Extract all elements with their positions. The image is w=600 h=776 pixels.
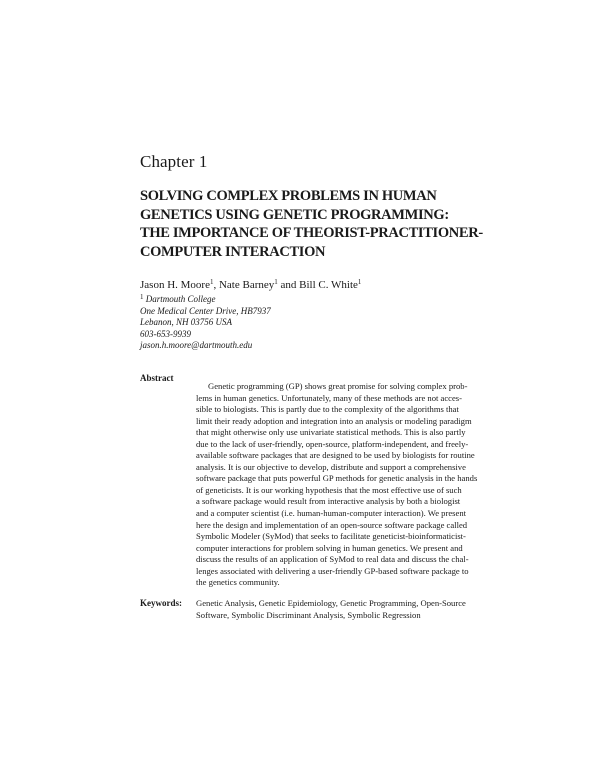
keywords-label: Keywords:: [140, 598, 182, 608]
affiliation-phone: 603-653-9939: [140, 328, 191, 339]
abstract-line: computer interactions for problem solving in human genetics. We present and: [196, 542, 463, 553]
abstract-line: Genetic programming (GP) shows great promise for solving complex prob-: [208, 381, 468, 391]
affiliation-line: One Medical Center Drive, HB7937: [140, 305, 271, 316]
abstract-line: available software packages that are designed to be used by biologists for routine: [196, 450, 475, 461]
title-line: COMPUTER INTERACTION: [140, 243, 326, 260]
keywords-line: Software, Symbolic Discriminant Analysis, Symbolic Regression: [196, 609, 421, 620]
abstract-line: limit their ready adoption and integration into an analysis or modeling paradigm: [196, 415, 472, 426]
abstract-line: a software package would result from interactive analysis by both a biologist: [196, 496, 461, 507]
title-line: GENETICS USING GENETIC PROGRAMMING:: [140, 206, 449, 223]
affiliation-institution: Dartmouth College: [145, 294, 216, 304]
abstract-line: and a computer scientist (i.e. human-human-computer interaction). We present: [196, 508, 466, 519]
abstract-line: lenges associated with delivering a user-friendly GP-based software package to: [196, 565, 469, 576]
affiliation-line: [140, 292, 271, 306]
chapter-label: Chapter 1: [140, 152, 208, 171]
keywords-line: Genetic Analysis, Genetic Epidemiology, Genetic Programming, Open-Source: [196, 598, 466, 608]
abstract-line: due to the lack of user-friendly, open-source, platform-independent, and freely-: [196, 438, 469, 449]
abstract-line: the genetics community.: [196, 577, 280, 588]
affiliation-block: [140, 292, 271, 352]
author-separator: ,: [213, 279, 219, 291]
title-line: THE IMPORTANCE OF THEORIST-PRACTITIONER-: [140, 225, 483, 241]
author-affil-mark: 1: [357, 278, 362, 286]
abstract-line: sible to biologists. This is partly due to the complexity of the algorithms that: [196, 404, 459, 415]
abstract-line: of geneticists. It is our working hypothesis that the most effective use of such: [196, 484, 462, 495]
author-affil-mark: 1: [274, 278, 278, 286]
author-separator: and: [277, 279, 300, 291]
abstract-line: Symbolic Modeler (SyMod) that seeks to facilitate geneticist-bioinformaticist-: [196, 531, 466, 542]
author-list: [140, 278, 361, 291]
abstract-line: software package that puts powerful GP methods for genetic analysis in the hands: [196, 473, 478, 484]
affiliation-mark: 1: [140, 293, 144, 301]
author-name: Jason H. Moore: [140, 279, 210, 291]
abstract-line: analysis. It is our objective to develop, distribute and support a comprehensive: [196, 461, 466, 472]
abstract-heading: Abstract: [140, 373, 174, 383]
title-line: SOLVING COMPLEX PROBLEMS IN HUMAN: [140, 188, 437, 204]
affiliation-line: Lebanon, NH 03756 USA: [140, 317, 232, 328]
abstract-line: that might otherwise only use univariate statistical methods. This is also partly: [196, 427, 466, 438]
abstract-line: discuss the results of an application of SyMod to real data and discuss the chal-: [196, 554, 469, 565]
keywords-text: [196, 598, 481, 621]
author-name: Nate Barney: [218, 279, 275, 291]
abstract-line: lems in human genetics. Unfortunately, many of these methods are not acces-: [196, 392, 463, 403]
abstract-text: [196, 381, 476, 589]
abstract-line: here the design and implementation of an open-source software package called: [196, 519, 468, 530]
affiliation-email: jason.h.moore@dartmouth.edu: [140, 340, 253, 351]
author-affil-mark: 1: [209, 278, 214, 286]
paper-title: [140, 187, 520, 261]
author-name: Bill C. White: [299, 279, 358, 291]
